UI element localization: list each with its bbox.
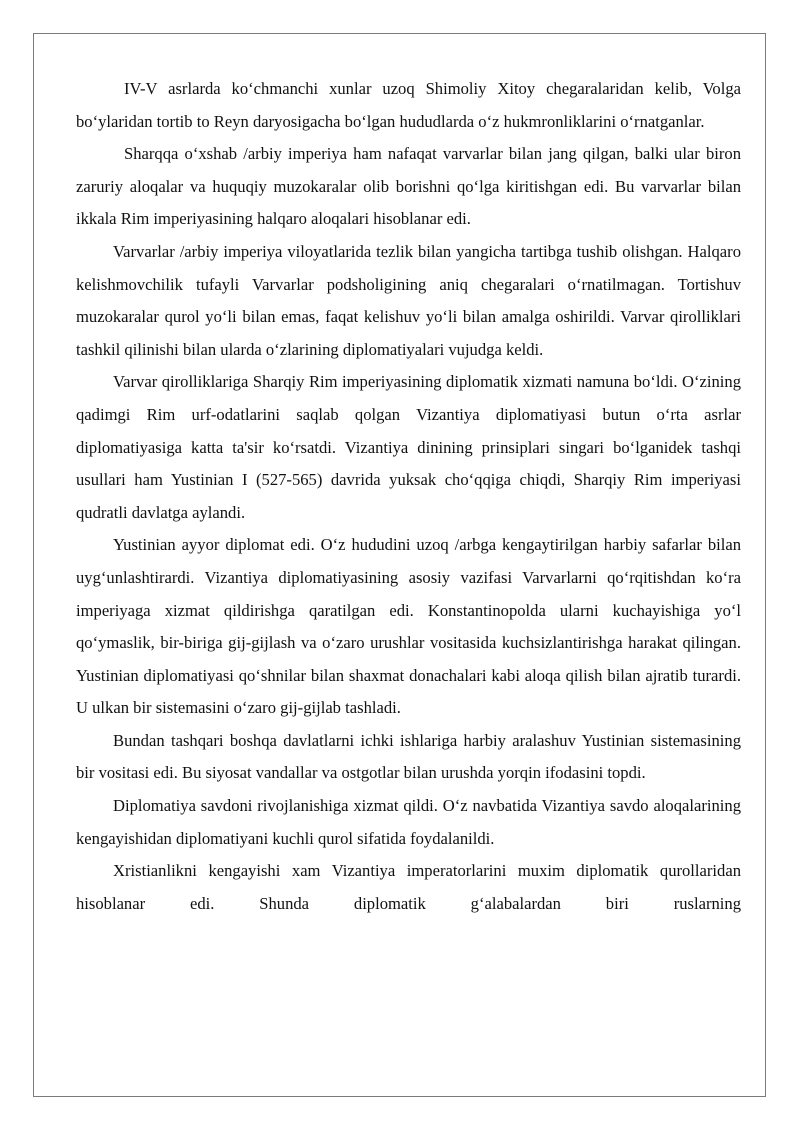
document-body: [76, 73, 741, 920]
paragraph-3: Varvarlar /arbiy imperiya viloyatlarida tezlik bilan yangicha tartibga tushib olishgan. Halqaro kelishmovchilik tufayli Varvarlar podsholigining aniq chegaralari o‘rnatilmagan. Tortishuv muzokaralar qurol yo‘li bilan emas, faqat kelishuv yo‘li bilan amalga oshirildi. Varvar qirolliklari tashkil qilinishi bilan ularda o‘zlarining diplomatiyalari vujudga keldi.: [76, 241, 741, 359]
paragraph-8: Xristianlikni kengayishi xam Vizantiya imperatorlarini muxim diplomatik qurollaridan hisoblanar edi. Shunda diplomatik g‘alabalardan biri ruslarning: [76, 861, 741, 913]
paragraph-7: Diplomatiya savdoni rivojlanishiga xizmat qildi. O‘z navbatida Vizantiya savdo aloqalarining kengayishidan diplomatiyani kuchli qurol sifatida foydalanildi.: [76, 796, 741, 848]
paragraph-2: Sharqqa o‘xshab /arbiy imperiya ham nafaqat varvarlar bilan jang qilgan, balki ular biron zaruriy aloqalar va huquqiy muzokaralar olib borishni qo‘lga kiritishgan edi. Bu varvarlar bilan ikkala Rim imperiyasining halqaro aloqalari hisoblanar edi.: [76, 144, 741, 229]
paragraph-1: IV-V asrlarda ko‘chmanchi xunlar uzoq Shimoliy Xitoy chegaralaridan kelib, Volga bo‘ylaridan tortib to Reyn daryosigacha bo‘lgan hududlarda o‘z hukmronliklarini o‘rnatganlar.: [76, 79, 741, 131]
paragraph-5: Yustinian ayyor diplomat edi. O‘z hududini uzoq /arbga kengaytirilgan harbiy safarlar bilan uyg‘unlashtirardi. Vizantiya diplomatiyasining asosiy vazifasi Varvarlarni qo‘rqitishdan ko‘ra imperiyaga xizmat qildirishga qaratilgan edi. Konstantinopolda ularni kuchayishiga yo‘l qo‘ymaslik, bir-biriga gij-gijlash va o‘zaro urushlar vositasida kuchsizlantirishga harakat qilingan. Yustinian diplomatiyasi qo‘shnilar bilan shaxmat donachalari kabi aloqa qilish bilan ajratib turardi. U ulkan bir sistemasini o‘zaro gij-gijlab tashladi.: [76, 535, 741, 718]
paragraph-6: Bundan tashqari boshqa davlatlarni ichki ishlariga harbiy aralashuv Yustinian sistemasining bir vositasi edi. Bu siyosat vandallar va ostgotlar bilan urushda yorqin ifodasini topdi.: [76, 730, 741, 783]
paragraph-4: Varvar qirolliklariga Sharqiy Rim imperiyasining diplomatik xizmati namuna bo‘ldi. O‘zining qadimgi Rim urf-odatlarini saqlab qolgan Vizantiya diplomatiyasi butun o‘rta asrlar diplomatiyasiga katta ta'sir ko‘rsatdi. Vizantiya dinining prinsiplari singari bo‘lganidek tashqi usullari ham Yustinian I (527-565) davrida yuksak cho‘qqiga chiqdi, Sharqiy Rim imperiyasi qudratli davlatga aylandi.: [76, 372, 741, 522]
